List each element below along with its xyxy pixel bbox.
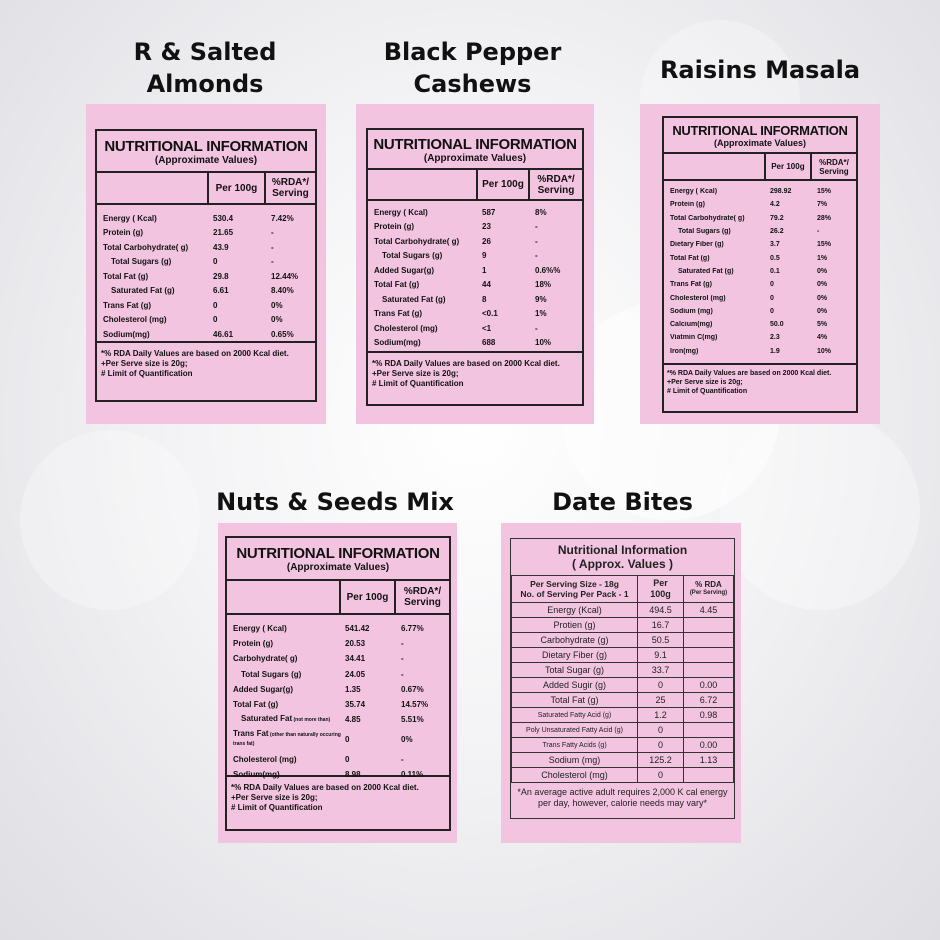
nutrient-row: [512, 603, 734, 618]
nutrient-name: Calcium(mg): [670, 321, 713, 329]
nutrient-row: [368, 292, 582, 307]
per100-value: 494.5: [638, 603, 684, 618]
per100-value: <0.1: [482, 309, 498, 319]
nutrition-card-cashews: [356, 104, 594, 424]
rda-value: 7.42%: [271, 213, 294, 223]
column-header: [227, 579, 449, 615]
nutrient-name: Total Fat (g): [103, 271, 149, 281]
col-rda: %RDA*/ Serving: [819, 157, 849, 176]
product-title-raisins: Raisins Masala: [659, 56, 861, 84]
nutrient-name: Total Carbohydrate( g): [374, 236, 460, 246]
rda-value: 0%: [817, 294, 828, 302]
nutrient-row: [97, 255, 315, 270]
nutrient-name: Saturated Fatty Acid (g): [512, 708, 638, 723]
nutrient-row: [664, 305, 856, 318]
per100-value: 0: [638, 723, 684, 738]
nutrient-row: [512, 648, 734, 663]
nutrient-name: Sodium(mg): [233, 769, 280, 779]
nutrient-name: Added Sugir (g): [512, 678, 638, 693]
rda-value: -: [535, 222, 538, 232]
rda-value: 0.00: [684, 738, 734, 753]
rda-value: -: [271, 242, 274, 252]
nutrient-row: [368, 220, 582, 235]
nutrient-row: [664, 198, 856, 211]
table-heading: NUTRITIONAL INFORMATION: [373, 136, 577, 153]
table-subheading: ( Approx. Values ): [572, 557, 673, 571]
table-footer-note: *An average active adult requires 2,000 K cal energy per day, however, calorie needs may vary*: [517, 787, 728, 808]
nutrient-name: Trans Fat (g): [103, 300, 152, 310]
nutrient-row: [97, 298, 315, 313]
product-title-almonds: R & Salted Almonds: [133, 38, 277, 98]
rda-value: [684, 723, 734, 738]
rda-value: -: [271, 228, 274, 238]
nutrient-name: Protien (g): [512, 618, 638, 633]
col-rda: % RDA: [695, 580, 722, 589]
nutrient-name: Energy ( Kcal): [374, 207, 428, 217]
per100-value: 0.1: [770, 267, 780, 275]
per100-value: 0: [213, 300, 218, 310]
per100-value: 0: [770, 281, 774, 289]
rda-value: 0%: [817, 267, 828, 275]
nutrient-row: [97, 211, 315, 226]
rda-value: 1%: [817, 254, 828, 262]
nutrient-row: [227, 651, 449, 666]
nutrient-name: Total Carbohydrate( g): [670, 214, 745, 222]
col-rda: %RDA*/ Serving: [271, 177, 310, 199]
rda-value: -: [401, 754, 404, 764]
per100-value: 0: [213, 315, 218, 325]
rda-value: 0.6%%: [535, 265, 561, 275]
nutrient-row: [97, 313, 315, 328]
nutrient-row: [97, 269, 315, 284]
table-heading: NUTRITIONAL INFORMATION: [236, 545, 440, 562]
per100-value: 4.85: [345, 715, 361, 725]
per100-value: 34.41: [345, 654, 366, 664]
nutrient-rows: [368, 201, 582, 351]
nutrient-row: [664, 238, 856, 251]
per100-value: 79.2: [770, 214, 784, 222]
product-title-cashews: Black Pepper Cashews: [383, 38, 562, 98]
nutrient-row: [227, 682, 449, 697]
nutrient-name: Total Fat (g): [670, 254, 710, 262]
per100-value: 0: [638, 738, 684, 753]
table-footnotes: *% RDA Daily Values are based on 2000 Kcal diet. +Per Serve size is 20g; # Limit of Quantification: [97, 341, 315, 385]
nutrient-name: Total Carbohydrate( g): [103, 242, 189, 252]
nutrient-row: [512, 618, 734, 633]
nutrient-row: [512, 678, 734, 693]
nutrient-grid: [511, 575, 734, 783]
col-100g: 100g: [650, 589, 671, 599]
per100-value: 33.7: [638, 663, 684, 678]
rda-value: -: [271, 257, 274, 267]
background-bokeh: [20, 430, 200, 610]
rda-value: 1%: [535, 309, 547, 319]
per100-value: 4.2: [770, 201, 780, 209]
nutrient-name: Trans Fat (other than naturally occuring trans fat): [233, 730, 341, 748]
rda-value: 28%: [817, 214, 832, 222]
nutrient-rows: [664, 181, 856, 363]
per100-value: 1.2: [638, 708, 684, 723]
nutrient-row: [664, 185, 856, 198]
rda-value: 8%: [535, 207, 547, 217]
rda-value: 18%: [535, 280, 552, 290]
table-footnotes: *% RDA Daily Values are based on 2000 Kcal diet. +Per Serve size is 20g; # Limit of Quantification: [664, 363, 856, 400]
per100-value: 26: [482, 236, 491, 246]
nutrient-row: [368, 336, 582, 351]
nutrient-name: Total Sugars (g): [382, 251, 443, 261]
nutrient-row: [512, 768, 734, 783]
servings-per-pack-label: No. of Serving Per Pack - 1: [520, 589, 629, 599]
nutrient-name: Sodium (mg): [670, 307, 713, 315]
nutrient-note: (other than naturally occuring trans fat): [233, 732, 341, 748]
per100-value: 3.7: [770, 241, 780, 249]
rda-value: 5%: [817, 321, 828, 329]
per100-value: 298.92: [770, 188, 792, 196]
per100-value: 2.3: [770, 334, 780, 342]
per100-value: 44: [482, 280, 491, 290]
per100-value: 50.0: [770, 321, 784, 329]
nutrient-name: Carbohydrate (g): [512, 633, 638, 648]
nutrient-row: [368, 263, 582, 278]
nutrient-row: [97, 240, 315, 255]
per100-value: 50.5: [638, 633, 684, 648]
rda-value: 0.98: [684, 708, 734, 723]
rda-value: -: [535, 236, 538, 246]
nutrient-row: [512, 753, 734, 768]
serving-size-label: Per Serving Size - 18g: [530, 579, 619, 589]
nutrient-name: Protein (g): [670, 201, 705, 209]
rda-value: 0.65%: [271, 329, 294, 339]
rda-value: 0%: [817, 307, 828, 315]
rda-value: 5.51%: [401, 715, 424, 725]
rda-value: 1.13: [684, 753, 734, 768]
nutrient-row: [97, 284, 315, 299]
col-rda: %RDA*/ Serving: [403, 586, 442, 608]
nutrient-name: Viatmin C(mg): [670, 334, 718, 342]
rda-value: 15%: [817, 241, 832, 249]
column-header: [97, 171, 315, 205]
rda-value: -: [535, 251, 538, 261]
nutrient-row: [664, 331, 856, 344]
nutrition-table: [510, 538, 735, 819]
per100-value: 1: [482, 265, 487, 275]
nutrient-name: Sodium (mg): [512, 753, 638, 768]
per100-value: 9.1: [638, 648, 684, 663]
nutrient-name: Iron(mg): [670, 347, 699, 355]
rda-value: 10%: [817, 347, 832, 355]
nutrient-row: [227, 697, 449, 712]
table-heading: Nutritional Information: [557, 543, 688, 557]
grid-header-row: [512, 576, 734, 603]
per100-value: <1: [482, 323, 492, 333]
nutrition-table: [366, 128, 584, 406]
per100-value: 35.74: [345, 700, 366, 710]
nutrient-row: [227, 712, 449, 727]
table-footnotes: *% RDA Daily Values are based on 2000 Kcal diet. +Per Serve size is 20g; # Limit of Quantification: [368, 351, 582, 395]
per100-value: 46.61: [213, 329, 234, 339]
per100-value: 0: [345, 734, 350, 744]
nutrient-row: [368, 205, 582, 220]
per100-value: 530.4: [213, 213, 234, 223]
per100-value: 1.35: [345, 684, 361, 694]
rda-value: 8.40%: [271, 286, 294, 296]
per100-value: 23: [482, 222, 491, 232]
nutrient-name: Protein (g): [103, 228, 143, 238]
per100-value: 26.2: [770, 228, 784, 236]
rda-value: 0.00: [684, 678, 734, 693]
rda-value: 0%: [271, 300, 283, 310]
per100-value: 8.98: [345, 769, 361, 779]
per100-value: 0: [213, 257, 218, 267]
table-subheading: (Approximate Values): [154, 155, 258, 166]
per100-value: 125.2: [638, 753, 684, 768]
nutrient-row: [368, 321, 582, 336]
nutrient-row: [227, 727, 449, 751]
nutrient-row: [664, 291, 856, 304]
nutrient-name: Energy ( Kcal): [103, 213, 157, 223]
rda-value: 12.44%: [271, 271, 299, 281]
per100-value: 20.53: [345, 639, 366, 649]
rda-value: 7%: [817, 201, 828, 209]
table-heading: NUTRITIONAL INFORMATION: [672, 123, 848, 138]
nutrition-table: [95, 129, 317, 402]
rda-value: [684, 648, 734, 663]
nutrition-card-almonds: [86, 104, 326, 424]
table-footnotes: *% RDA Daily Values are based on 2000 Kcal diet. +Per Serve size is 20g; # Limit of Quantification: [227, 775, 449, 819]
per100-value: 6.61: [213, 286, 229, 296]
nutrient-name: Saturated Fat (g): [111, 286, 175, 296]
nutrition-card-raisins: [640, 104, 880, 424]
nutrient-row: [227, 667, 449, 682]
nutrient-name: Carbohydrate( g): [233, 654, 298, 664]
rda-value: -: [401, 669, 404, 679]
nutrient-name: Trans Fat (g): [670, 281, 713, 289]
nutrient-name: Energy ( Kcal): [670, 188, 718, 196]
nutrient-row: [97, 226, 315, 241]
nutrient-name: Protein (g): [233, 639, 273, 649]
col-rda: %RDA*/ Serving: [537, 173, 575, 196]
nutrient-name: Total Fat (g): [233, 700, 279, 710]
per100-value: 0: [345, 754, 350, 764]
background-bokeh: [720, 410, 920, 610]
nutrient-name: Dietary Fiber (g): [670, 241, 724, 249]
nutrient-name: Trans Fat (g): [374, 309, 423, 319]
rda-value: [684, 618, 734, 633]
nutrient-row: [512, 633, 734, 648]
table-subheading: (Approximate Values): [713, 138, 807, 148]
nutrient-row: [664, 318, 856, 331]
nutrient-name: Cholesterol (mg): [103, 315, 167, 325]
per100-value: 1.9: [770, 347, 780, 355]
nutrient-row: [368, 307, 582, 322]
rda-value: 4%: [817, 334, 828, 342]
nutrient-name: Energy ( Kcal): [233, 624, 287, 634]
nutrient-name: Energy (Kcal): [512, 603, 638, 618]
nutrient-name: Sodium(mg): [103, 329, 150, 339]
rda-value: 9%: [535, 294, 547, 304]
nutrient-name: Protein (g): [374, 222, 414, 232]
nutrient-row: [227, 636, 449, 651]
nutrient-row: [512, 663, 734, 678]
column-header: [368, 168, 582, 201]
per100-value: 0.5: [770, 254, 780, 262]
nutrient-row: [664, 212, 856, 225]
column-header: [664, 152, 856, 181]
col-per100: Per 100g: [341, 581, 396, 613]
nutrient-row: [664, 345, 856, 358]
nutrient-name: Saturated Fat (g): [382, 294, 446, 304]
nutrient-row: [368, 278, 582, 293]
rda-value: -: [817, 228, 820, 236]
per100-value: 8: [482, 294, 487, 304]
nutrient-row: [512, 738, 734, 753]
nutrient-row: [227, 752, 449, 767]
per100-value: 29.8: [213, 271, 229, 281]
nutrition-card-dates: [501, 523, 741, 843]
per100-value: 0: [638, 768, 684, 783]
nutrient-row: [368, 249, 582, 264]
per100-value: 16.7: [638, 618, 684, 633]
nutrient-name: Total Fat (g): [374, 280, 420, 290]
nutrient-name: Saturated Fat (not more than): [241, 715, 331, 724]
nutrient-rows: [227, 615, 449, 779]
nutrient-name: Poly Unsaturated Fatty Acid (g): [512, 723, 638, 738]
rda-value: 6.72: [684, 693, 734, 708]
nutrient-name: Saturated Fat (g): [678, 267, 734, 275]
per100-value: 43.9: [213, 242, 229, 252]
col-rda-sub: (Per Serving): [689, 590, 728, 596]
nutrition-card-nuts: [218, 523, 457, 843]
nutrient-name: Total Sugar (g): [512, 663, 638, 678]
rda-value: [684, 768, 734, 783]
per100-value: 587: [482, 207, 496, 217]
per100-value: 0: [638, 678, 684, 693]
rda-value: -: [401, 639, 404, 649]
table-subheading: (Approximate Values): [286, 562, 390, 573]
nutrient-name: Cholesterol (mg): [374, 323, 438, 333]
rda-value: 6.77%: [401, 624, 424, 634]
rda-value: 14.57%: [401, 700, 429, 710]
product-title-dates: Date Bites: [552, 488, 693, 516]
per100-value: 0: [770, 294, 774, 302]
nutrient-row: [512, 708, 734, 723]
nutrient-note: (not more than): [292, 717, 331, 724]
table-heading: NUTRITIONAL INFORMATION: [104, 138, 308, 155]
rda-value: 0.67%: [401, 684, 424, 694]
nutrient-row: [664, 225, 856, 238]
nutrient-row: [97, 327, 315, 342]
table-subheading: (Approximate Values): [423, 153, 527, 164]
nutrient-row: [664, 278, 856, 291]
product-title-nuts: Nuts & Seeds Mix: [216, 488, 454, 516]
nutrition-table: [662, 116, 858, 413]
rda-value: 4.45: [684, 603, 734, 618]
nutrient-name: Total Sugars (g): [111, 257, 172, 267]
per100-value: 24.05: [345, 669, 366, 679]
per100-value: 0: [770, 307, 774, 315]
nutrition-table: [225, 536, 451, 831]
rda-value: 0%: [271, 315, 283, 325]
rda-value: 0%: [817, 281, 828, 289]
col-per: Per: [653, 578, 668, 588]
per100-value: 688: [482, 338, 496, 348]
per100-value: 9: [482, 251, 487, 261]
nutrient-name: Cholesterol (mg): [512, 768, 638, 783]
per100-value: 25: [638, 693, 684, 708]
nutrient-rows: [97, 205, 315, 341]
nutrient-name: Total Sugars (g): [241, 669, 302, 679]
rda-value: [684, 633, 734, 648]
rda-value: 15%: [817, 188, 832, 196]
nutrient-name: Cholesterol (mg): [233, 754, 297, 764]
per100-value: 541.42: [345, 624, 370, 634]
rda-value: [684, 663, 734, 678]
rda-value: -: [535, 323, 538, 333]
col-per100: Per 100g: [478, 170, 530, 199]
nutrient-name: Cholesterol (mg): [670, 294, 726, 302]
rda-value: 10%: [535, 338, 552, 348]
nutrient-name: Total Sugars (g): [678, 228, 731, 236]
nutrient-name: Total Fat (g): [512, 693, 638, 708]
nutrient-name: Dietary Fiber (g): [512, 648, 638, 663]
nutrient-row: [664, 265, 856, 278]
nutrient-name: Trans Fatty Acids (g): [512, 738, 638, 753]
nutrient-name: Added Sugar(g): [374, 265, 434, 275]
nutrient-name: Sodium(mg): [374, 338, 421, 348]
nutrient-row: [664, 251, 856, 264]
rda-value: 0%: [401, 734, 413, 744]
nutrient-row: [368, 234, 582, 249]
rda-value: 0.11%: [401, 769, 424, 779]
nutrient-row: [512, 723, 734, 738]
rda-value: -: [401, 654, 404, 664]
per100-value: 21.65: [213, 228, 234, 238]
nutrient-row: [512, 693, 734, 708]
nutrient-row: [227, 621, 449, 636]
col-per100: Per 100g: [209, 173, 266, 203]
col-per100: Per 100g: [766, 154, 812, 179]
nutrient-name: Added Sugar(g): [233, 684, 293, 694]
